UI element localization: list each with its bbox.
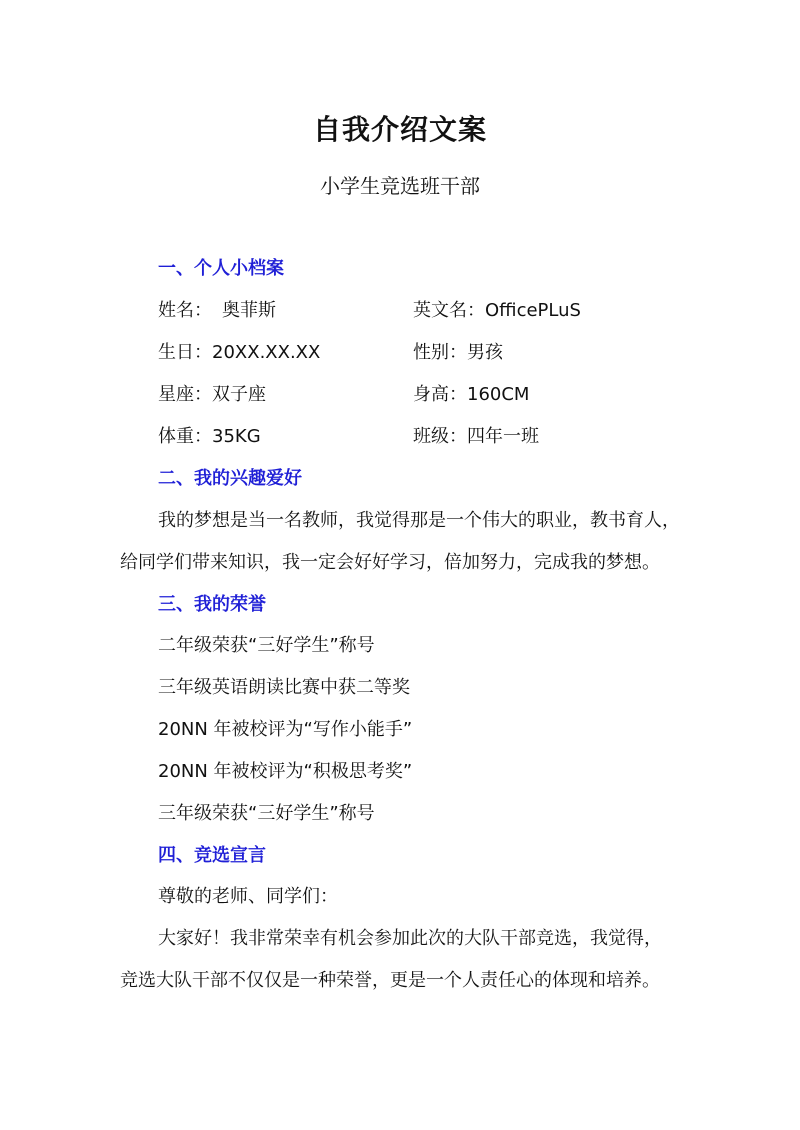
profile-field-english-name — [413, 296, 581, 322]
field-label: 身高： — [413, 384, 467, 405]
field-value: 男孩 — [467, 342, 503, 363]
profile-field-gender — [413, 338, 503, 364]
field-label: 姓名： — [158, 300, 212, 321]
profile-field-class — [413, 422, 539, 448]
field-value: 35KG — [212, 426, 261, 447]
section-heading-honors: 三、我的荣誉 — [158, 594, 266, 615]
field-value: 奥菲斯 — [222, 300, 276, 321]
honor-item: 20NN 年被校评为“写作小能手” — [158, 719, 413, 740]
section-heading-profile: 一、个人小档案 — [158, 258, 284, 279]
field-value: OfficePLuS — [485, 300, 581, 321]
field-label: 生日： — [158, 342, 212, 363]
field-label: 性别： — [413, 342, 467, 363]
paragraph-line: 大家好！我非常荣幸有机会参加此次的大队干部竞选，我觉得， — [158, 928, 662, 949]
honor-item: 二年级荣获“三好学生”称号 — [158, 635, 375, 656]
profile-field-weight — [158, 422, 261, 448]
profile-field-name — [158, 296, 276, 322]
field-label: 英文名： — [413, 300, 485, 321]
profile-field-zodiac — [158, 380, 266, 406]
field-value: 160CM — [467, 384, 530, 405]
paragraph-line: 我的梦想是当一名教师，我觉得那是一个伟大的职业，教书育人， — [158, 510, 680, 531]
field-label: 星座： — [158, 384, 212, 405]
field-value: 四年一班 — [467, 426, 539, 447]
section-heading-hobbies: 二、我的兴趣爱好 — [158, 468, 302, 489]
declaration-greeting: 尊敬的老师、同学们： — [158, 886, 338, 907]
honor-item: 20NN 年被校评为“积极思考奖” — [158, 761, 413, 782]
honor-item: 三年级荣获“三好学生”称号 — [158, 803, 375, 824]
document-subtitle: 小学生竞选班干部 — [320, 174, 480, 198]
field-value: 双子座 — [212, 384, 266, 405]
section-heading-declaration: 四、竞选宣言 — [158, 845, 266, 866]
field-value: 20XX.XX.XX — [212, 342, 321, 363]
honor-item: 三年级英语朗读比赛中获二等奖 — [158, 677, 410, 698]
field-label: 体重： — [158, 426, 212, 447]
paragraph-line: 给同学们带来知识，我一定会好好学习，倍加努力，完成我的梦想。 — [120, 552, 660, 573]
document-title: 自我介绍文案 — [312, 113, 487, 146]
profile-field-birthday — [158, 338, 320, 364]
paragraph-line: 竞选大队干部不仅仅是一种荣誉，更是一个人责任心的体现和培养。 — [120, 970, 660, 991]
field-label: 班级： — [413, 426, 467, 447]
profile-field-height — [413, 380, 529, 406]
